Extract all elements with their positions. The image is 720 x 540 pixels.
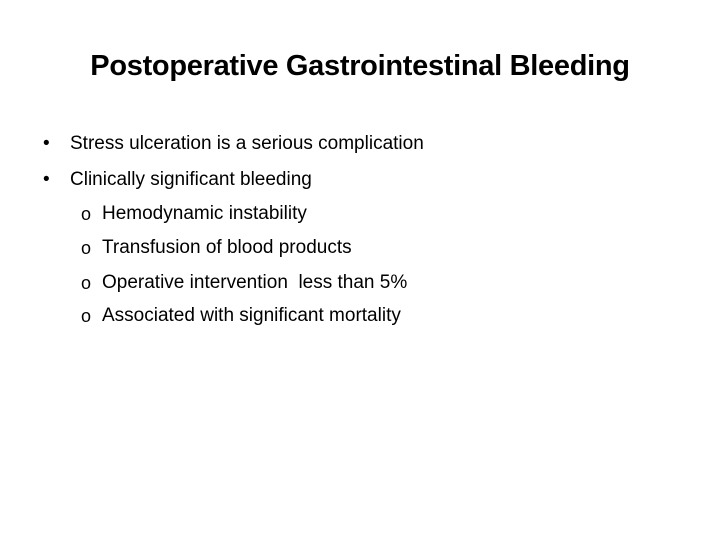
bullet-text: Clinically significant bleeding [70, 169, 312, 190]
bullet-marker: • [43, 169, 50, 190]
bullet-text: Stress ulceration is a serious complication [70, 133, 424, 154]
bullet-marker: • [43, 133, 50, 154]
sub-bullet-text: Transfusion of blood products [102, 237, 352, 258]
sub-bullet-marker: o [81, 306, 92, 326]
sub-bullet-text: Hemodynamic instability [102, 203, 307, 224]
sub-bullet-text: Associated with significant mortality [102, 305, 401, 326]
sub-bullet-marker: o [81, 204, 92, 224]
sub-bullet-text: Operative intervention less than 5% [102, 272, 408, 293]
sub-bullet-marker: o [81, 273, 92, 293]
slide-title: Postoperative Gastrointestinal Bleeding [90, 50, 630, 82]
sub-bullet-marker: o [81, 238, 92, 258]
